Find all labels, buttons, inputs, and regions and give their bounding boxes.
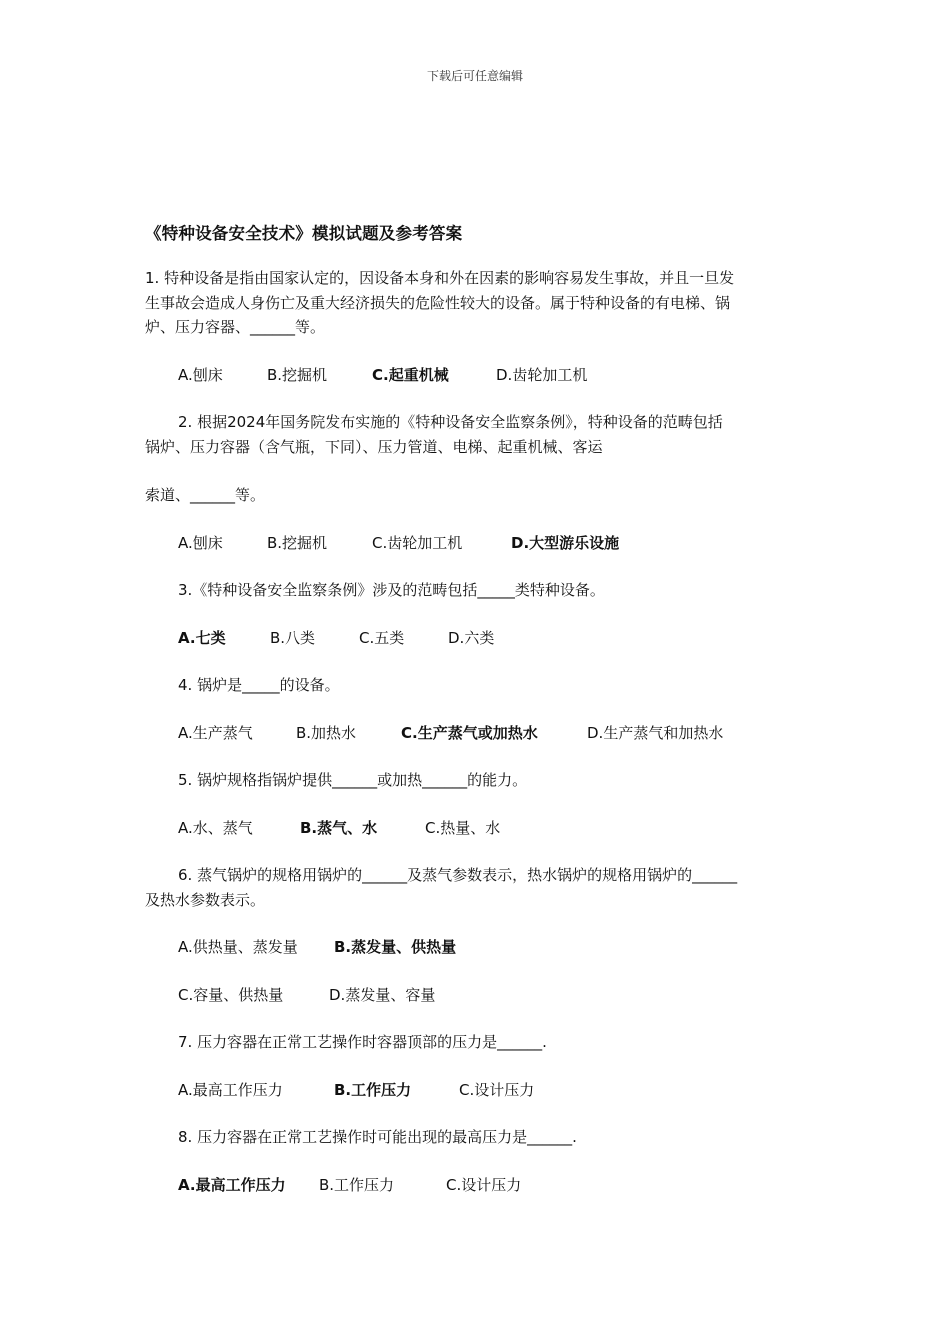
option-c: C.齿轮加工机 — [372, 533, 463, 552]
option-d-correct: D.大型游乐设施 — [511, 533, 620, 552]
options-row — [145, 1173, 805, 1198]
options-row — [145, 816, 805, 841]
option-b: B.八类 — [270, 628, 316, 647]
option-d: D.蒸发量、容量 — [329, 985, 436, 1004]
options-row — [145, 983, 805, 1008]
option-a: A.刨床 — [178, 533, 223, 552]
option-c: C.热量、水 — [425, 818, 501, 837]
option-a: A.水、蒸气 — [178, 818, 253, 837]
option-c-correct: C.起重机械 — [372, 365, 449, 384]
options-row — [145, 721, 805, 746]
question-2 — [145, 410, 805, 459]
option-c-correct: C.生产蒸气或加热水 — [401, 723, 538, 742]
options-row — [145, 626, 805, 651]
question-line: 6. 蒸气锅炉的规格用锅炉的______及蒸气参数表示，热水锅炉的规格用锅炉的______ — [178, 866, 738, 884]
option-a: A.最高工作压力 — [178, 1080, 283, 1099]
option-a: A.供热量、蒸发量 — [178, 938, 298, 956]
option-b-correct: B.蒸气、水 — [300, 818, 378, 837]
question-line: 锅炉、压力容器（含气瓶，下同）、压力管道、电梯、起重机械、客运 — [145, 437, 603, 456]
question-4: 4. 锅炉是_____的设备。 — [178, 676, 340, 694]
option-a-correct: A.七类 — [178, 628, 226, 647]
option-b: B.工作压力 — [319, 1175, 395, 1194]
document-title: 《特种设备安全技术》模拟试题及参考答案 — [145, 224, 463, 243]
option-a: A.刨床 — [178, 365, 223, 384]
option-d: D.六类 — [448, 628, 495, 647]
options-row — [145, 935, 805, 960]
option-b: B.挖掘机 — [267, 365, 328, 384]
option-c: C.容量、供热量 — [178, 985, 284, 1004]
option-d: D.生产蒸气和加热水 — [587, 723, 724, 742]
option-b: B.加热水 — [296, 723, 357, 742]
option-b-correct: B.工作压力 — [334, 1080, 412, 1099]
option-a-correct: A.最高工作压力 — [178, 1175, 286, 1194]
option-a: A.生产蒸气 — [178, 723, 253, 742]
option-c: C.设计压力 — [459, 1080, 535, 1099]
question-line: 1. 特种设备是指由国家认定的，因设备本身和外在因素的影响容易发生事故，并且一旦发 — [145, 269, 735, 287]
question-7: 7. 压力容器在正常工艺操作时容器顶部的压力是______. — [178, 1033, 547, 1051]
option-d: D.齿轮加工机 — [496, 365, 588, 384]
option-b-correct: B.蒸发量、供热量 — [334, 938, 457, 956]
question-3: 3.《特种设备安全监察条例》涉及的范畴包括_____类特种设备。 — [178, 581, 605, 599]
option-c: C.五类 — [359, 628, 405, 647]
question-list — [145, 266, 805, 1197]
question-6 — [145, 863, 805, 912]
options-row — [145, 363, 805, 388]
option-c: C.设计压力 — [446, 1175, 522, 1194]
question-line: 生事故会造成人身伤亡及重大经济损失的危险性较大的设备。属于特种设备的有电梯、锅 — [145, 293, 731, 312]
question-5: 5. 锅炉规格指锅炉提供______或加热______的能力。 — [178, 771, 528, 789]
question-line: 索道、______等。 — [145, 486, 266, 504]
question-1 — [145, 266, 805, 340]
option-b: B.挖掘机 — [267, 533, 328, 552]
question-line: 及热水参数表示。 — [145, 890, 266, 909]
question-line: 炉、压力容器、______等。 — [145, 318, 326, 336]
question-line: 2. 根据2024年国务院发布实施的《特种设备安全监察条例》，特种设备的范畴包括 — [178, 413, 723, 431]
options-row — [145, 531, 805, 556]
question-8: 8. 压力容器在正常工艺操作时可能出现的最高压力是______. — [178, 1128, 577, 1146]
options-row — [145, 1078, 805, 1103]
header-note: 下载后可任意编辑 — [426, 69, 523, 83]
